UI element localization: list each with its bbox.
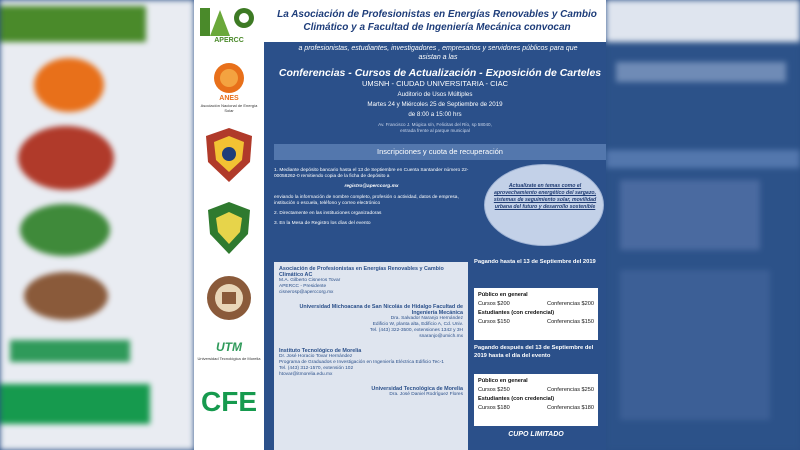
poster-content: [264, 0, 606, 450]
blurred-background-left: [0, 0, 194, 450]
blurred-logo: [10, 340, 130, 362]
event-title: Conferencias - Cursos de Actualización - Exposición de Carteles: [278, 67, 602, 79]
registration-step-1b: enviando la información de nombre completo, profesión o actividad, datos de empresa, institución o escuela, teléfono y correo electrónico: [274, 194, 459, 206]
price-conferencias: Conferencias $180: [547, 404, 594, 411]
header-title: [270, 8, 604, 34]
blurred-logo: [18, 126, 114, 190]
early-price-box: [474, 288, 598, 340]
price-row: [478, 300, 594, 309]
institution-contact: Dra. José Daniel Rodríguez Flores: [389, 392, 463, 397]
event-venue: UMSNH - CIUDAD UNIVERSITARIA - CIAC: [361, 79, 509, 88]
topics-highlight: [484, 164, 604, 246]
registration-steps: [274, 168, 469, 231]
itm-crest-icon: [204, 200, 254, 256]
institution-email[interactable]: cisnerosp@aperccorg.mx: [279, 290, 334, 295]
institution-phone: Tel. (443) 322-3500, extensiones 1342 y 3H: [369, 328, 463, 333]
institution-address: Edificio W, planta alta, Edificio A, Cd. Univ.: [372, 322, 463, 327]
fim-seal-icon: [204, 274, 254, 322]
institution-name: Universidad Tecnológica de Morelia: [371, 386, 463, 392]
early-payment-heading: Pagando hasta el 13 de Septiembre del 2019: [474, 259, 596, 265]
apercc-logo-label: APERCC: [214, 37, 244, 44]
institution-phone: Tel. (443) 312-1570, extensión 102: [279, 366, 354, 371]
blurred-logo: [0, 384, 150, 424]
event-room: Auditorio de Usos Múltiples: [397, 91, 473, 98]
price-group-students: Estudiantes (con credencial): [478, 395, 555, 402]
blurred-block: [606, 150, 800, 168]
umsnh-crest-icon: [202, 126, 256, 184]
institution-contact: M.A. Gilberto Cisneros Tovar: [279, 278, 341, 283]
cfe-logo-label: CFE: [201, 386, 257, 417]
event-poster: [194, 0, 606, 450]
late-price-box: [474, 374, 598, 426]
anes-logo-icon: [208, 62, 250, 94]
blurred-logo: [0, 6, 146, 42]
event-dates: Martes 24 y Miércoles 25 de Septiembre de 2019: [367, 101, 503, 108]
anes-logo-label: ANES: [219, 95, 239, 102]
price-row: [478, 386, 594, 395]
institution-name: Universidad Michoacana de San Nicolás de Hidalgo Facultad de Ingeniería Mecánica: [299, 304, 463, 316]
institutions-box: [274, 262, 468, 450]
registration-step-1: 1. Mediante depósito bancario hasta el 13 de Septiembre en Cuenta Santander número 22-00058262-0 remitiendo copia de la ficha de depósito a: [274, 168, 469, 180]
price-row: [478, 318, 594, 327]
institution-item: [279, 304, 463, 340]
institution-contact: Dr. José Horacio Tovar Hernández: [279, 354, 353, 359]
institution-item: [279, 266, 463, 296]
header-banner: [264, 0, 606, 42]
registration-step-2: 2. Directamente en las instituciones organizadoras: [274, 211, 382, 217]
blurred-logo: [24, 272, 108, 320]
event-address: [270, 122, 600, 134]
price-cursos: Cursos $150: [478, 318, 510, 325]
institution-item: [279, 348, 463, 378]
blurred-block: [606, 0, 800, 42]
invitation-line1: a profesionistas, estudiantes, investigadores , empresarios y servidores públicos para que: [298, 45, 578, 52]
price-cursos: Cursos $250: [478, 387, 510, 393]
price-conferencias: Conferencias $250: [547, 387, 594, 393]
invitation-line2: asistan a las: [418, 54, 458, 61]
price-conferencias: Conferencias $200: [547, 301, 594, 307]
price-row: [478, 404, 594, 413]
late-payment-heading: Pagando después del 13 de Septiembre del 2019 hasta el día del evento: [474, 345, 594, 359]
blurred-block: [616, 62, 786, 82]
institution-email[interactable]: htovar@itmorelia.edu.mx: [279, 372, 333, 377]
blurred-block: [620, 180, 760, 250]
anes-logo-subtitle: Asociación Nacional de Energía Solar: [200, 103, 258, 113]
price-group-public: Público en general: [478, 378, 528, 384]
institution-email[interactable]: snaranjo@umich.mx: [419, 334, 463, 339]
invitation-text: [270, 44, 606, 62]
sponsor-logo-column: [194, 0, 264, 450]
blurred-block: [620, 270, 770, 420]
event-address-line1: Av. Francisco J. Múgica s/n, Felicitas del Río, sp 58040,: [378, 122, 492, 127]
registration-email[interactable]: registro@aperccorg.mx: [344, 184, 399, 190]
price-cursos: Cursos $180: [478, 404, 510, 411]
header-title-line2: Climático y a Facultad de Ingeniería Mecánica convocan: [303, 22, 571, 33]
price-group-students: Estudiantes (con credencial): [478, 309, 555, 316]
blurred-background-right: [606, 0, 800, 450]
price-group-public: Público en general: [478, 292, 528, 298]
institution-item: [279, 386, 463, 398]
event-hours: de 8:00 a 15:00 hrs: [408, 111, 462, 118]
utm-logo-subtitle: Universidad Tecnológica de Morelia: [197, 356, 261, 361]
institution-role: APERCC - Presidente: [279, 284, 327, 289]
header-title-line1: La Asociación de Profesionistas en Energías Renovables y Cambio: [277, 9, 597, 20]
utm-logo-label: UTM: [216, 340, 242, 354]
topics-highlight-text: Actualízate en temas como el aprovechamiento energético del sargazo, sistemas de seguimiento solar, movilidad urbana del futuro y desarrollo sostenible: [493, 183, 597, 210]
blurred-logo: [34, 58, 104, 112]
institution-name: Instituto Tecnológico de Morelia: [279, 348, 362, 354]
limited-seats-notice: CUPO LIMITADO: [508, 431, 564, 438]
price-cursos: Cursos $200: [478, 301, 510, 307]
institution-contact: Dra. Salvador Naranjo Hernández: [390, 316, 463, 321]
price-conferencias: Conferencias $150: [547, 318, 594, 325]
blurred-logo: [20, 204, 110, 256]
institution-program: Programa de Graduados e Investigación en Ingeniería Eléctrica Edificio Tec-1: [279, 360, 444, 365]
registration-band: Inscripciones y cuota de recuperación: [274, 144, 606, 160]
registration-step-3: 3. En la Mesa de Registro los días del evento: [274, 221, 371, 227]
event-address-line2: entrada frente al parque municipal: [400, 128, 470, 133]
institution-name: Asociación de Profesionistas en Energías Renovables y Cambio Climático AC: [279, 266, 444, 278]
